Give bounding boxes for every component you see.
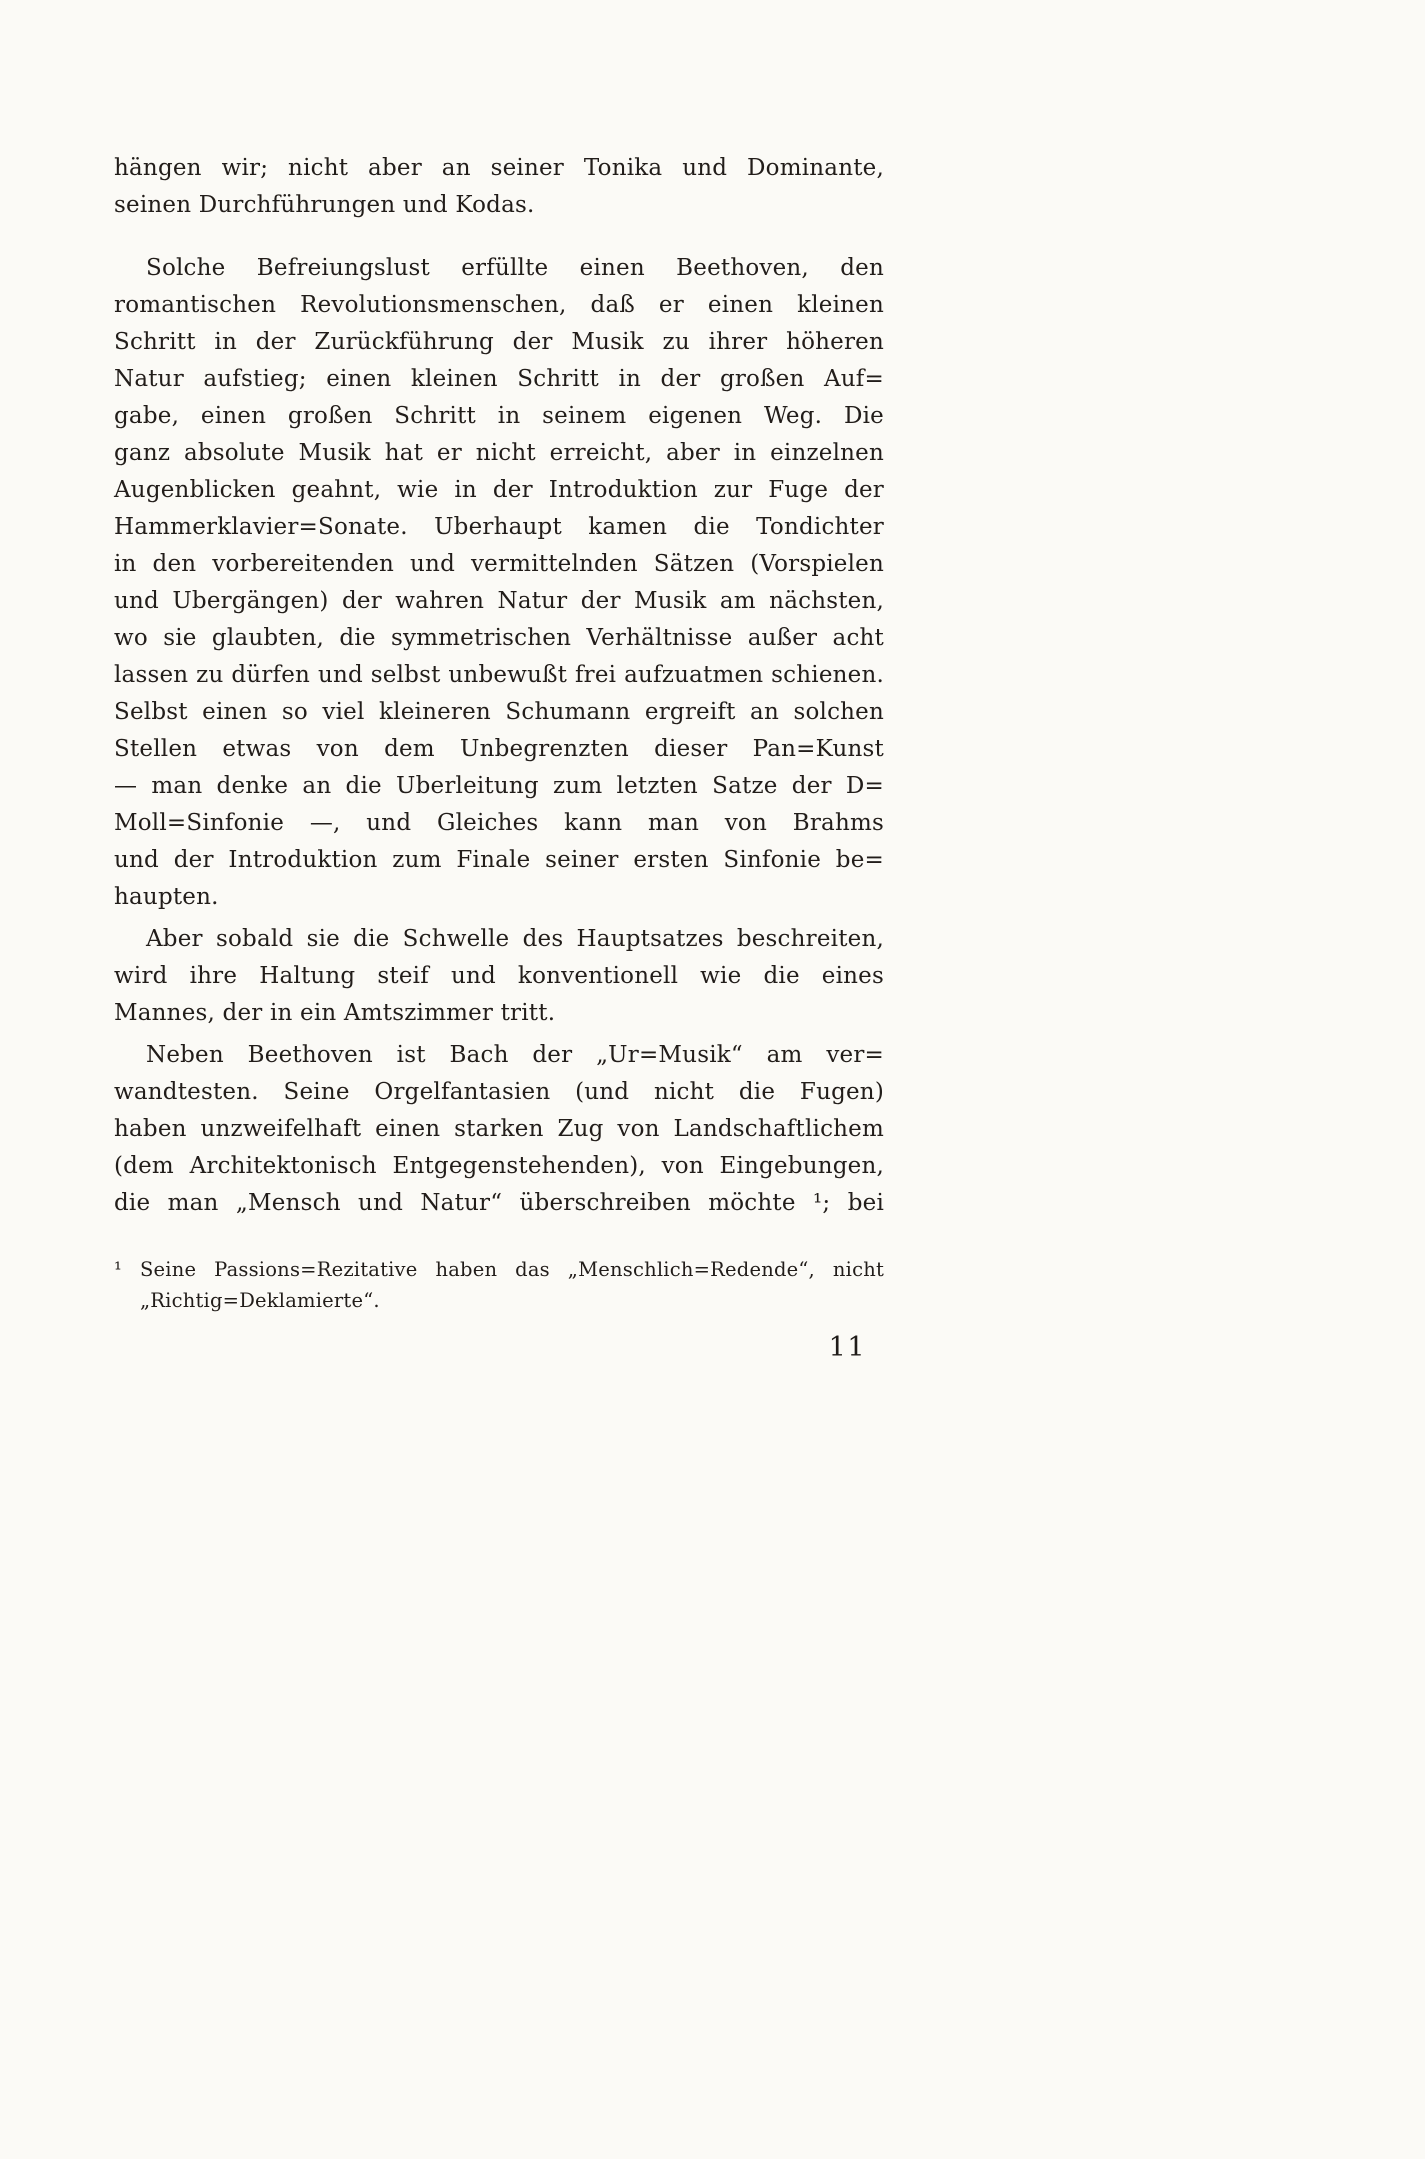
text-line: die man „Mensch und Natur“ überschreiben möchte ¹; bei: [114, 1190, 884, 1216]
text-line: seinen Durchführungen und Kodas.: [114, 192, 535, 218]
text-line: romantischen Revolutionsmenschen, daß er einen kleinen: [114, 292, 884, 318]
text-line: und der Introduktion zum Finale seiner ersten Sinfonie be=: [114, 847, 884, 873]
text-line: Mannes, der in ein Amtszimmer tritt.: [114, 1000, 556, 1026]
text-line: Hammerklavier=Sonate. Uberhaupt kamen die Tondichter: [114, 514, 884, 540]
text-line: ganz absolute Musik hat er nicht erreicht, aber in einzelnen: [114, 440, 884, 466]
text-line: wandtesten. Seine Orgelfantasien (und nicht die Fugen): [114, 1079, 884, 1105]
text-line: haben unzweifelhaft einen starken Zug von Landschaftlichem: [114, 1116, 884, 1142]
footnote: [114, 1254, 884, 1316]
text-line: gabe, einen großen Schritt in seinem eigenen Weg. Die: [114, 403, 884, 429]
text-line: Solche Befreiungslust erfüllte einen Beethoven, den: [146, 255, 884, 281]
text-line: — man denke an die Uberleitung zum letzten Satze der D=: [114, 773, 884, 799]
paragraph: [114, 150, 884, 224]
footnote-line: „Richtig=Deklamierte“.: [140, 1289, 380, 1312]
footnote-line: ¹ Seine Passions=Rezitative haben das „Menschlich=Redende“, nicht: [114, 1258, 884, 1281]
text-line: Selbst einen so viel kleineren Schumann ergreift an solchen: [114, 699, 884, 725]
page-content: [114, 150, 884, 1363]
paragraph: [114, 250, 884, 916]
text-block: [114, 150, 884, 1222]
text-line: hängen wir; nicht aber an seiner Tonika und Dominante,: [114, 155, 884, 181]
text-line: Augenblicken geahnt, wie in der Introduktion zur Fuge der: [114, 477, 884, 503]
text-line: Schritt in der Zurückführung der Musik zu ihrer höheren: [114, 329, 884, 355]
text-line: Natur aufstieg; einen kleinen Schritt in der großen Auf=: [114, 366, 884, 392]
text-line: (dem Architektonisch Entgegenstehenden), von Eingebungen,: [114, 1153, 884, 1179]
text-line: in den vorbereitenden und vermittelnden Sätzen (Vorspielen: [114, 551, 884, 577]
text-line: Aber sobald sie die Schwelle des Hauptsatzes beschreiten,: [146, 926, 884, 952]
text-line: haupten.: [114, 884, 219, 910]
text-line: Neben Beethoven ist Bach der „Ur=Musik“ am ver=: [146, 1042, 884, 1068]
text-line: und Ubergängen) der wahren Natur der Musik am nächsten,: [114, 588, 884, 614]
text-line: Stellen etwas von dem Unbegrenzten dieser Pan=Kunst: [114, 736, 884, 762]
page-number: 11: [828, 1332, 866, 1363]
text-line: lassen zu dürfen und selbst unbewußt frei aufzuatmen schienen.: [114, 662, 884, 688]
paragraph: [114, 921, 884, 1032]
paragraph: [114, 1037, 884, 1222]
text-line: wird ihre Haltung steif und konventionell wie die eines: [114, 963, 884, 989]
text-line: Moll=Sinfonie —, und Gleiches kann man von Brahms: [114, 810, 884, 836]
text-line: wo sie glaubten, die symmetrischen Verhältnisse außer acht: [114, 625, 884, 651]
